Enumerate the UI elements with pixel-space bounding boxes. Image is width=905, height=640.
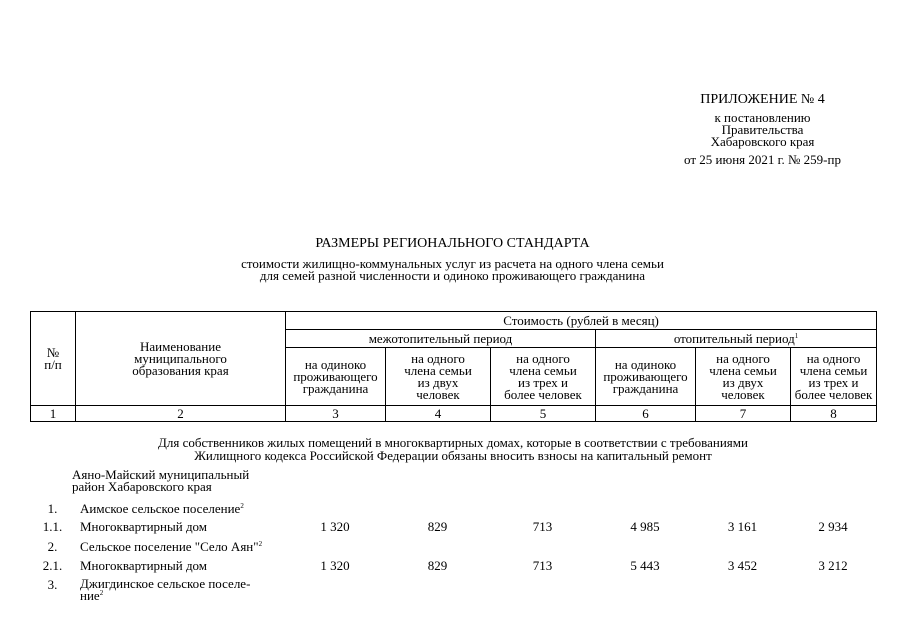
row-value: 3 452 [727,558,758,573]
district-name: Аяно-Майский муниципальный район Хабаровского края [72,467,250,494]
appendix-line: Правительства [721,122,804,137]
header-period-off-heating: межотопительный период [286,330,596,348]
footnote-mark: 2 [99,589,104,597]
row-value: 829 [427,519,448,534]
header-number: № п/п [31,312,76,406]
appendix-title: ПРИЛОЖЕНИЕ № 4 [700,92,825,107]
footnote-mark: 1 [794,331,799,340]
appendix-block [620,92,905,166]
row-name: Аимское сельское поселение$^2$ [80,501,244,516]
footnote-mark: 2 [258,540,263,548]
section-header-line: Для собственников жилых помещений в многоквартирных домах, которые в соответствии с требованиями [158,435,748,450]
appendix-line: к постановлению [714,110,811,125]
header-single: на одиноко проживающего гражданина [286,348,386,406]
row-value: 1 320 [320,519,350,534]
row-number: 2. [47,539,58,554]
column-number: 6 [596,406,696,422]
row-value: 2 934 [818,519,848,534]
header-period-heating: отопительный период$^1$ [596,330,877,348]
header-municipality: Наименование муниципального образования края [76,312,286,406]
column-number: 3 [286,406,386,422]
header-cost: Стоимость (рублей в месяц) [286,312,877,330]
row-value: 5 443 [630,558,660,573]
row-name: Многоквартирный дом [80,558,208,573]
header-two: на одного члена семьи из двух человек [696,348,791,406]
row-name: Джигдинское сельское поселе- ние$^2$ [80,576,251,603]
row-value: 829 [427,558,448,573]
subtitle-line: стоимости жилищно-коммунальных услуг из расчета на одного члена семьи [241,256,664,271]
column-number: 8 [791,406,877,422]
row-number: 3. [47,577,58,592]
column-number: 1 [31,406,76,422]
row-name: Сельское поселение "Село Аян"$^2$ [80,539,263,554]
section-header [30,436,876,462]
header-three-plus: на одного члена семьи из трех и более человек [491,348,596,406]
row-value: 1 320 [320,558,350,573]
section-header-line: Жилищного кодекса Российской Федерации обязаны вносить взносы на капитальный ремонт [194,448,712,463]
column-number: 4 [386,406,491,422]
appendix-line: Хабаровского края [710,134,815,149]
header-three-plus: на одного члена семьи из трех и более человек [791,348,877,406]
row-value: 3 212 [818,558,848,573]
subtitle-line: для семей разной численности и одиноко проживающего гражданина [259,268,646,283]
row-number: 2.1. [42,558,63,573]
row-number: 1. [47,501,58,516]
header-single: на одиноко проживающего гражданина [596,348,696,406]
column-number: 5 [491,406,596,422]
column-number: 7 [696,406,791,422]
column-number: 2 [76,406,286,422]
document-subtitle [0,258,905,282]
appendix-date: от 25 июня 2021 г. № 259-пр [684,152,841,167]
footnote-mark: 2 [240,502,244,510]
row-value: 713 [532,558,553,573]
document-title: РАЗМЕРЫ РЕГИОНАЛЬНОГО СТАНДАРТА [315,236,590,251]
row-name: Многоквартирный дом [80,519,208,534]
row-value: 4 985 [630,519,660,534]
row-value: 3 161 [727,519,758,534]
row-number: 1.1. [42,519,63,534]
header-two: на одного члена семьи из двух человек [386,348,491,406]
row-value: 713 [532,519,553,534]
cost-table [30,311,877,422]
